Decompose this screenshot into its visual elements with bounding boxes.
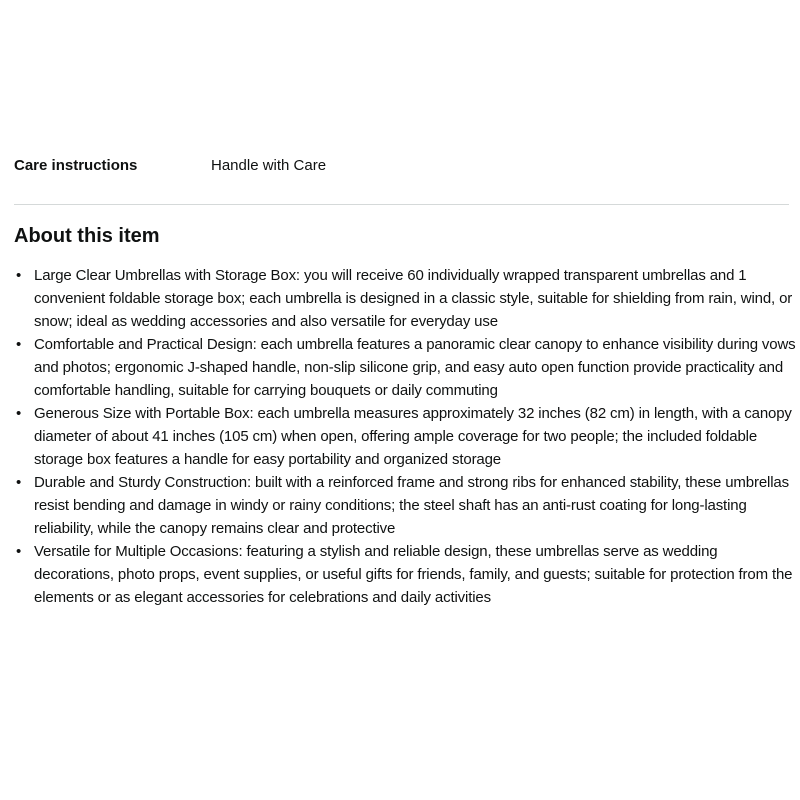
bullet-icon: • bbox=[16, 474, 22, 491]
about-section-title: About this item bbox=[14, 225, 160, 247]
list-item bbox=[14, 471, 796, 540]
bullet-icon: • bbox=[16, 267, 22, 284]
bullet-icon: • bbox=[16, 336, 22, 353]
spec-row-care-instructions bbox=[14, 155, 789, 177]
bullet-text: Large Clear Umbrellas with Storage Box: you will receive 60 individually wrapped transparent umbrellas and 1 convenient foldable storage box; each umbrella is designed in a classic style, suitable for shielding from rain, wind, or snow; ideal as wedding accessories and also versatile for everyday use bbox=[34, 267, 793, 330]
list-item bbox=[14, 402, 796, 471]
section-divider bbox=[14, 204, 789, 205]
bullet-text: Comfortable and Practical Design: each umbrella features a panoramic clear canopy to enhance visibility during vows and photos; ergonomic J-shaped handle, non-slip silicone grip, and easy auto open function provide practicality and comfortable handling, suitable for carrying bouquets or daily commuting bbox=[34, 336, 796, 399]
about-bullet-list bbox=[14, 264, 796, 609]
spec-label: Care instructions bbox=[14, 157, 138, 174]
bullet-text: Versatile for Multiple Occasions: featuring a stylish and reliable design, these umbrellas serve as wedding decorations, photo props, event supplies, or useful gifts for friends, family, and guests; suitable for protection from the elements or as elegant accessories for celebrations and daily activities bbox=[34, 543, 793, 606]
list-item bbox=[14, 540, 796, 609]
list-item bbox=[14, 333, 796, 402]
bullet-text: Generous Size with Portable Box: each umbrella measures approximately 32 inches (82 cm) in length, with a canopy diameter of about 41 inches (105 cm) when open, offering ample coverage for two people; the included foldable storage box features a handle for easy portability and organized storage bbox=[34, 405, 792, 468]
bullet-text: Durable and Sturdy Construction: built with a reinforced frame and strong ribs for enhanced stability, these umbrellas resist bending and damage in windy or rainy conditions; the steel shaft has an anti-rust coating for long-lasting reliability, while the canopy remains clear and protective bbox=[34, 474, 789, 537]
spec-value: Handle with Care bbox=[211, 157, 327, 174]
bullet-icon: • bbox=[16, 405, 22, 422]
bullet-icon: • bbox=[16, 543, 22, 560]
list-item bbox=[14, 264, 796, 333]
